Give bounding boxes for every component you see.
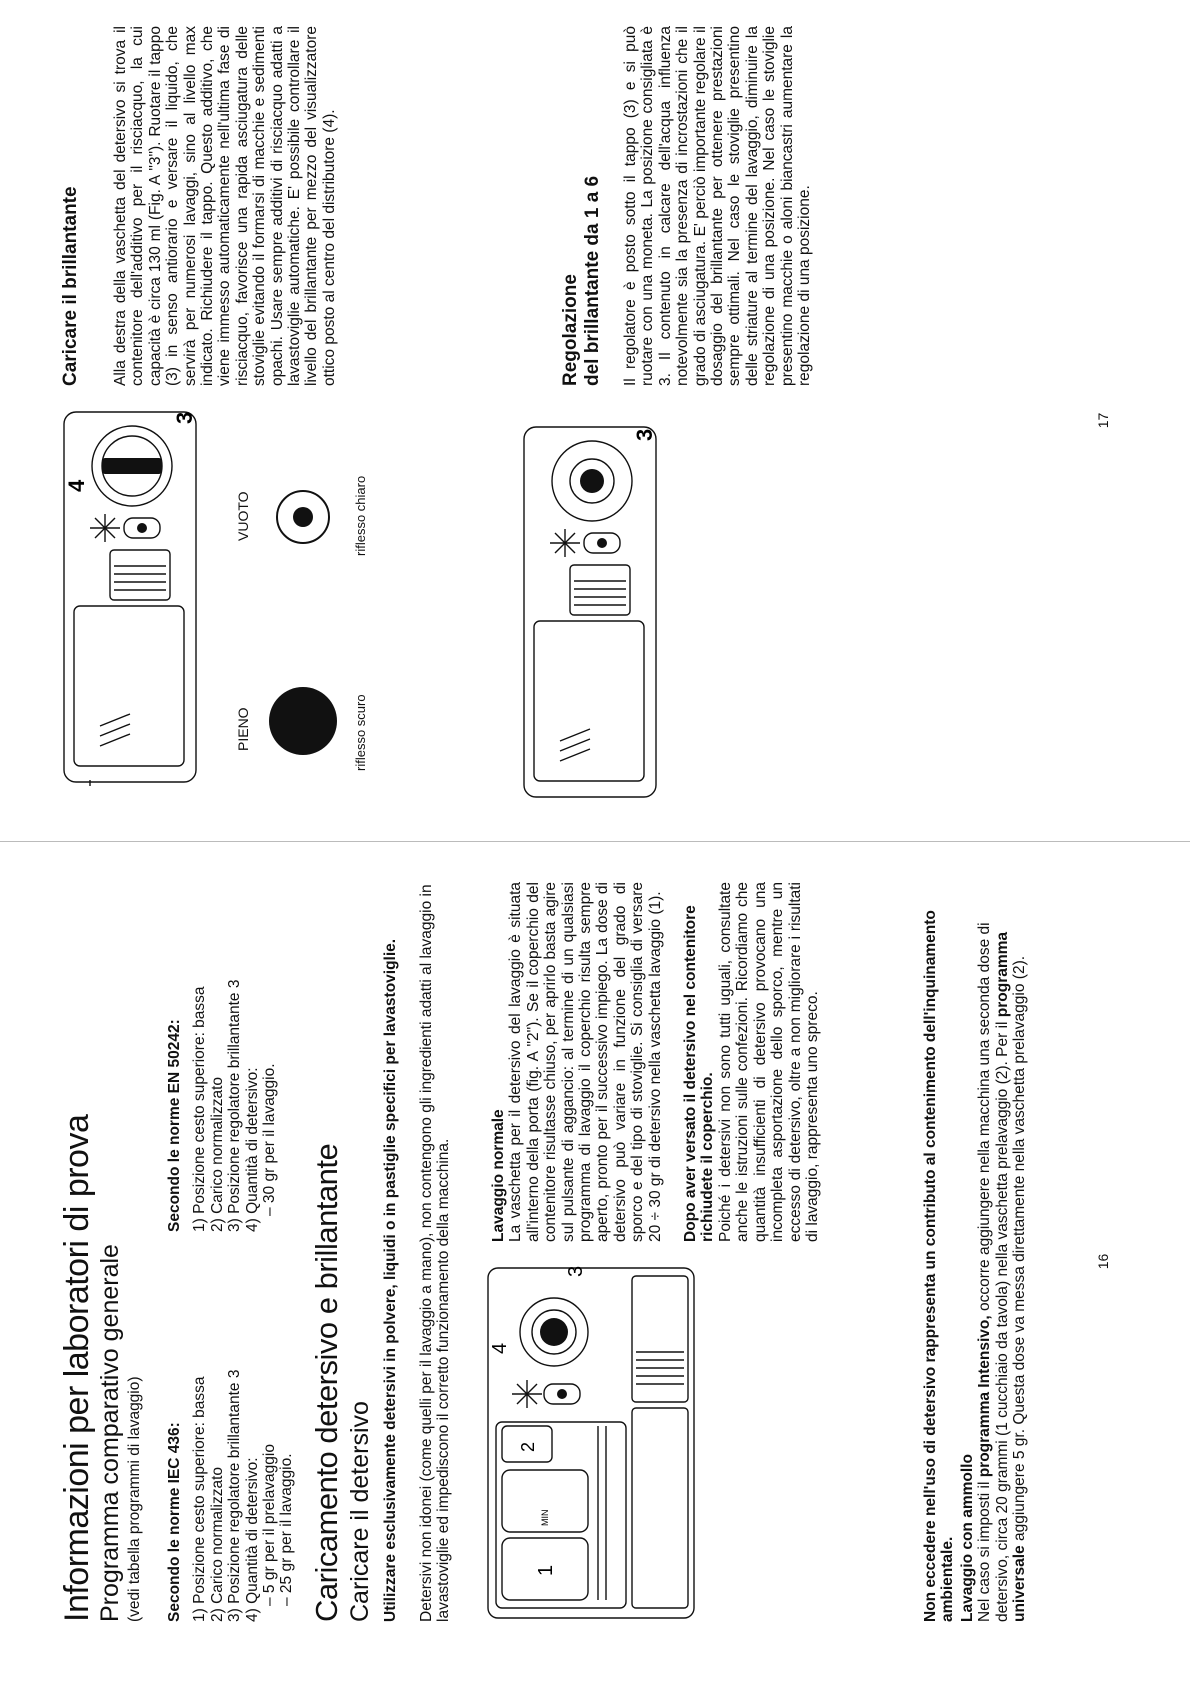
figure-label-1: 1 — [535, 1564, 557, 1576]
after-heading: Dopo aver versato il detersivo nel contenitore richiudete il coperchio. — [682, 905, 717, 1242]
en-list — [191, 872, 278, 1232]
list-item: 2) Carico normalizzato — [208, 1466, 226, 1622]
figure-label-3: 3 — [565, 1265, 587, 1277]
figure-label-4: 4 — [64, 479, 89, 492]
regolazione-title: Regolazione — [560, 274, 581, 386]
list-item: – 30 gr per il lavaggio. — [261, 1063, 279, 1216]
normal-wash-text: La vaschetta per il detersivo del lavaggio è situata all'interno della porta (fig. A "2"). Se il coperchio del contenitore risultasse chiuso, per aprirlo basta agire sul pulsante di aggancio: al termine di un qualsiasi programma di lavaggio il coperchio risulta sempre aperto, pronto per il successivo impiego. La dose di detersivo può variare in funzione del grado di sporco e del tipo di stoviglie. Si consiglia di versare 20 ÷ 30 gr di detersivo nella vaschetta lavaggio (1). — [507, 882, 664, 1242]
section-subtitle: Caricare il detersivo — [346, 1401, 374, 1622]
eco-warning: Non eccedere nell'uso di detersivo rappresenta un contributo al contenimento dell'inquinamento ambientale. — [922, 910, 957, 1622]
list-item: 3) Posizione regolatore brillantante 3 — [226, 979, 244, 1232]
list-item: 1) Posizione cesto superiore: bassa — [191, 986, 209, 1232]
page-number-16: 16 — [1095, 1253, 1111, 1270]
list-item: – 5 gr per il prelavaggio — [261, 1444, 279, 1606]
rinse-block — [60, 26, 338, 386]
level-indicator-figure — [265, 451, 345, 771]
figure-label-3: 3 — [632, 428, 657, 441]
ammollo-text: Nel caso si imposti il programma Intensivo, occorre aggiungere nella macchina una seconda dose di detersivo, circa 20 grammi (1 cucchiaio da tavola) nella vaschetta prelavaggio (2). Per il programma universale aggiungere 5 gr. Questa dose va messa direttamente nella vaschetta prelavaggio (2). — [976, 922, 1029, 1622]
normal-wash-heading: Lavaggio normale — [490, 1109, 507, 1242]
detergent-dispenser-figure — [482, 1252, 702, 1622]
regolazione-subtitle: del brillantante da 1 a 6 — [582, 175, 603, 386]
indicator-full-dot — [269, 687, 337, 755]
label-vuoto: VUOTO — [235, 491, 251, 541]
list-item: – 25 gr per il lavaggio. — [278, 1453, 296, 1606]
section-title: Caricamento detersivo e brillantante — [309, 1143, 344, 1622]
page-title: Informazioni per laboratori di prova — [58, 1114, 96, 1622]
ammollo-block — [922, 862, 1028, 1622]
label-riflesso-scuro: riflesso scuro — [353, 694, 368, 771]
list-item: 4) Quantità di detersivo: — [243, 1457, 261, 1622]
figure-label-4: 4 — [489, 1342, 511, 1354]
note-tabella: (vedi tabella programmi di lavaggio) — [126, 1376, 143, 1622]
figure-label-2: 2 — [518, 1441, 538, 1452]
normal-wash-block — [490, 882, 821, 1242]
rinse-dispenser-figure-bottom — [520, 421, 660, 801]
list-item: 2) Carico normalizzato — [208, 1076, 226, 1232]
page-number-17: 17 — [1095, 412, 1111, 429]
en-block — [166, 872, 278, 1232]
iec-heading: Secondo le norme IEC 436: — [166, 1422, 183, 1622]
label-pieno: PIENO — [235, 707, 251, 751]
ammollo-heading: Lavaggio con ammollo — [958, 1454, 976, 1622]
list-item: 1) Posizione cesto superiore: bassa — [191, 1376, 209, 1622]
rinse-dispenser-figure-top — [60, 406, 200, 786]
figure-label-3: 3 — [172, 411, 197, 424]
label-riflesso-chiaro: riflesso chiaro — [353, 475, 368, 556]
page-16 — [0, 841, 1190, 1682]
rinse-title: Caricare il brillantante — [60, 186, 81, 386]
rinse-text: Alla destra della vaschetta del detersivo si trova il contenitore dell'additivo per il risciacquo, la cui capacità è circa 130 ml (Fig. A "3"). Ruotare il tappo (3) in senso antiorario e versare il liquido, che servirà per numerosi lavaggi, sino al livello max indicato. Richiudere il tappo. Questo additivo, che viene immesso automaticamente nell'ultima fase di risciacquo, favorisce una rapida asciugatura delle stoviglie evitando il formarsi di macchie e sedimenti opachi. Usare sempre additivi di risciacquo adatti a lavastoviglie automatiche. E' possibile controllare il livello del brillantante per mezzo del visualizzatore ottico posto al centro del distributore (4). — [112, 26, 338, 386]
regolazione-block — [560, 26, 813, 386]
en-heading: Secondo le norme EN 50242: — [166, 1019, 183, 1232]
regolazione-text: Il regolatore è posto sotto il tappo (3) e si può ruotare con una moneta. La posizione consigliata è 3. Il contenuto in calcare dell'acqua influenza notevolmente sia la presenza di incrostazioni che il grado di asciugatura. E' perciò importante regolare il dosaggio del brillantante per ottenere prestazioni sempre ottimali. Nel caso le stoviglie presentino delle striature al termine del lavaggio, diminuire la regolazione di una posizione. Nel caso le stoviglie presentino macchie o aloni biancastri aumentare la regolazione di una posizione. — [622, 26, 814, 386]
iec-list — [191, 1292, 295, 1622]
warning-text: Detersivi non idonei (come quelli per il lavaggio a mano), non contengono gli ingredienti adatti al lavaggio in lavastoviglie ed impediscono il corretto funzionamento della macchina. — [418, 884, 453, 1622]
iec-block — [166, 1292, 296, 1622]
list-item: 3) Posizione regolatore brillantante 3 — [226, 1369, 244, 1622]
subtitle-programma: Programma comparativo generale — [96, 1244, 124, 1622]
warning-bold: Utilizzare esclusivamente detersivi in polvere, liquidi o in pastiglie specifici per lavastoviglie. — [382, 938, 399, 1622]
after-text: Poiché i detersivi non sono tutti uguali, consultate anche le istruzioni sulle confezioni. Ricordiamo che quantità insufficienti di detersivo provocano una incompleta asportazione dello sporco, mentre un eccesso di detersivo, oltre a non migliorare i risultati di lavaggio, rappresenta uno spreco. — [716, 882, 821, 1242]
page-fold — [0, 841, 1190, 842]
list-item: 4) Quantità di detersivo: — [243, 1067, 261, 1232]
figure-label-min: MIN — [540, 1509, 550, 1526]
